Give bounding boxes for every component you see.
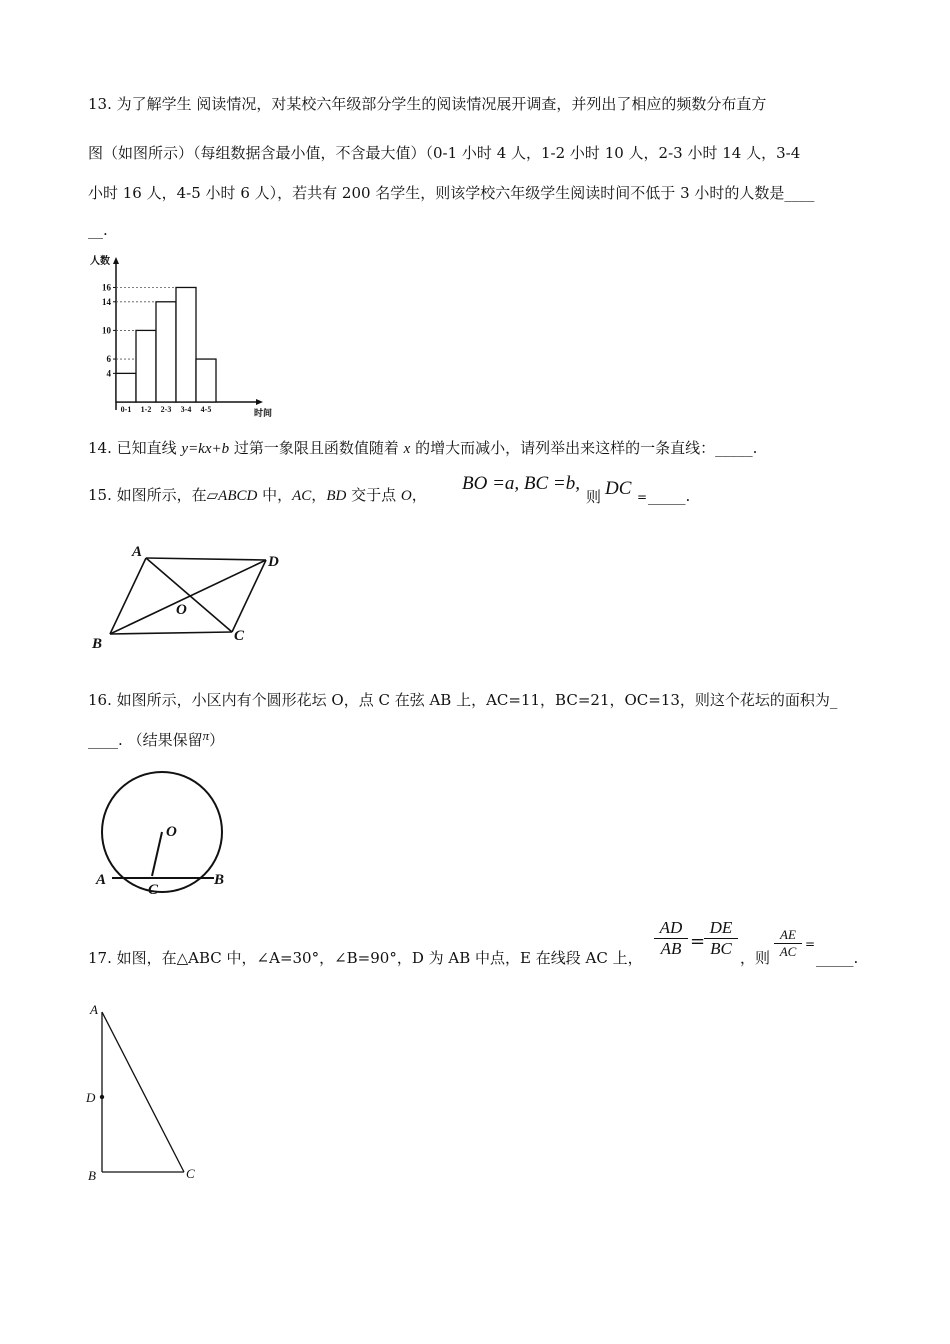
x-axis-arrow [256, 399, 263, 405]
q14-var: x [403, 441, 411, 457]
triangle-figure [84, 1000, 214, 1190]
label-d: D [86, 1090, 96, 1105]
label-c: C [186, 1166, 195, 1181]
q17-eq2: = [805, 937, 816, 951]
x-tick-label-2-3: 2-3 [160, 405, 172, 414]
frac1-numerator: AD [659, 918, 683, 937]
y-axis-arrow [113, 257, 119, 264]
q17-eq: = [690, 931, 706, 952]
label-a: A [132, 544, 143, 560]
q16-line2 [88, 730, 224, 751]
label-o: O [176, 602, 187, 618]
segment-ad [146, 558, 266, 560]
q15-comma: ， [311, 486, 327, 504]
segment-ac [102, 1012, 184, 1172]
y-tick-label-10: 10 [102, 325, 111, 336]
bar-0-1 [116, 373, 136, 402]
segment-cb [110, 632, 232, 634]
frac1-denominator: AB [654, 938, 688, 959]
q16-keep: （结果保留 [127, 731, 203, 749]
frac-ad-ab [654, 918, 688, 959]
frac2-numerator: DE [709, 918, 733, 937]
q14-middle: 过第一象限且函数值随着 [229, 439, 404, 457]
diagonal-bd [110, 560, 266, 634]
y-tick-label-6: 6 [106, 354, 111, 365]
label-c: C [148, 882, 159, 898]
q13-line2: 图（如图所示）（每组数据含最小值，不含最大值）（0-1 小时 4 人，1-2 小时 10 人，2-3 小时 14 人，3-4 [88, 144, 801, 162]
q17-sep: ，则 [740, 949, 771, 967]
segment-ba [110, 558, 146, 634]
q16-blank: ____. [88, 731, 123, 749]
x-tick-label-1-2: 1-2 [140, 405, 152, 414]
q13-line1: 13. 为了解学生 阅读情况，对某校六年级部分学生的阅读情况展开调查，并列出了相应的频数分布直方 [88, 95, 767, 113]
q15-text3: ， [411, 486, 427, 504]
label-d: D [268, 554, 279, 570]
q16-close: ） [209, 731, 225, 749]
x-tick-label-0-1: 0-1 [120, 405, 132, 414]
label-b: B [88, 1168, 96, 1183]
circle-figure [90, 770, 240, 905]
q13-line3: 小时 16 人，4-5 小时 6 人），若共有 200 名学生，则该学校六年级学生阅读时间不低于 3 小时的人数是____ [88, 184, 815, 202]
q16-line1: 16. 如图所示，小区内有个圆形花坛 O，点 C 在弦 AB 上，AC=11，BC=21，OC=13，则这个花坛的面积为_ [88, 691, 838, 709]
parallelogram-figure [88, 540, 288, 655]
q15-o: O [400, 488, 412, 504]
label-b: B [214, 872, 225, 888]
pi-symbol: π [202, 728, 210, 743]
label-o: O [166, 824, 177, 840]
diagonal-ac [146, 558, 232, 632]
bar-2-3 [156, 302, 176, 402]
q15-dc: DC [605, 478, 632, 499]
bar-4-5 [196, 359, 216, 402]
frac2-denominator: BC [704, 938, 738, 959]
frac-de-bc [704, 918, 738, 959]
q17-text: 17. 如图，在△ABC 中，∠A=30°，∠B=90°，D 为 AB 中点，E 在线段 AC 上， [88, 949, 643, 967]
frac3-numerator: AE [780, 927, 796, 942]
q13-line4: __. [88, 221, 108, 239]
x-tick-label-4-5: 4-5 [200, 405, 212, 414]
q14-prefix: 14. 已知直线 [88, 439, 182, 457]
q15-shape: ABCD [218, 488, 258, 504]
q14-text [88, 438, 757, 459]
x-tick-label-3-4: 3-4 [180, 405, 192, 414]
y-tick-label-4: 4 [106, 368, 111, 379]
q14-formula: y=kx+b [181, 441, 230, 457]
x-axis-label: 时间 [254, 408, 273, 418]
q15-prefix: 15. 如图所示，在 [88, 486, 207, 504]
y-axis-label: 人数 [90, 256, 110, 267]
q15-ac: AC [292, 488, 312, 504]
q14-suffix: 的增大而减小，请列举出来这样的一条直线：_____. [410, 439, 758, 457]
label-a: A [96, 872, 107, 888]
bar-3-4 [176, 287, 196, 402]
label-b: B [92, 636, 103, 652]
q15-blank: _____. [648, 487, 691, 505]
q15-text [88, 485, 427, 506]
label-c: C [234, 628, 245, 644]
bar-1-2 [136, 330, 156, 402]
segment-dc [232, 560, 266, 632]
q15-condition: BO =a, BC =b, [462, 473, 580, 494]
segment-oc [152, 832, 162, 876]
q15-bd: BD [326, 488, 347, 504]
point-d [100, 1095, 104, 1099]
q15-eq: = [637, 490, 648, 504]
y-tick-label-16: 16 [102, 282, 111, 293]
frac3-denominator: AC [774, 943, 802, 960]
q17-blank: _____. [816, 949, 859, 967]
frac-ae-ac [774, 927, 802, 960]
y-tick-label-14: 14 [102, 296, 111, 307]
histogram-chart [88, 252, 273, 422]
q15-para-symbol: ▱ [206, 488, 219, 504]
label-a: A [90, 1002, 98, 1017]
q15-text2: 交于点 [346, 486, 401, 504]
q15-text1: 中， [257, 486, 293, 504]
q15-ze: 则 [586, 488, 602, 506]
